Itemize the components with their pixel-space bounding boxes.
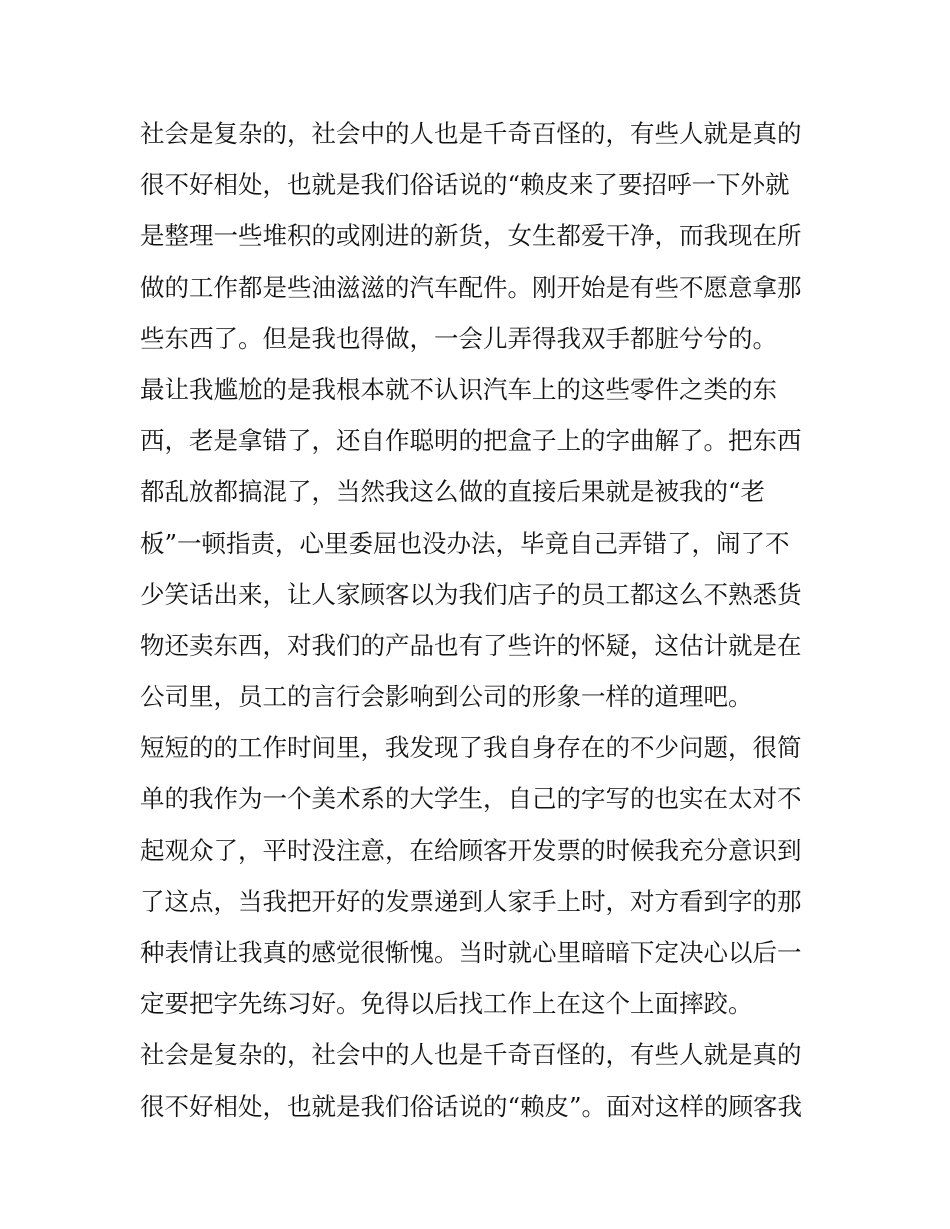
body-text <box>140 108 820 1132</box>
text-line-13: 短短的的工作时间里，我发现了我自身存在的不少问题，很简 <box>140 733 802 763</box>
text-line-1: 社会是复杂的，社会中的人也是千奇百怪的，有些人就是真的 <box>140 119 802 148</box>
text-line-17: 种表情让我真的感觉很惭愧。当时就心里暗暗下定决心以后一 <box>140 938 802 967</box>
text-line-5: 些东西了。但是我也得做，一会儿弄得我双手都脏兮兮的。 <box>140 323 777 353</box>
text-line-19: 社会是复杂的，社会中的人也是千奇百怪的，有些人就是真的 <box>140 1040 802 1070</box>
text-line-12: 公司里，员工的言行会影响到公司的形象一样的道理吧。 <box>140 682 753 712</box>
text-line-2: 很不好相处，也就是我们俗话说的“赖皮来了要招呼一下外就 <box>140 170 790 200</box>
text-line-18: 定要把字先练习好。免得以后找工作上在这个上面摔跤。 <box>140 989 753 1019</box>
text-line-11: 物还卖东西，对我们的产品也有了些许的怀疑，这估计就是在 <box>140 630 802 660</box>
text-line-4: 做的工作都是些油滋滋的汽车配件。刚开始是有些不愿意拿那 <box>140 272 802 302</box>
text-line-7: 西，老是拿错了，还自作聪明的把盒子上的字曲解了。把东西 <box>140 426 802 456</box>
text-line-20: 很不好相处，也就是我们俗话说的“赖皮”。面对这样的顾客我 <box>140 1091 803 1121</box>
text-line-9: 板”一顿指责，心里委屈也没办法，毕竟自己弄错了，闹了不 <box>140 528 790 558</box>
text-line-14: 单的我作为一个美术系的大学生，自己的字写的也实在太对不 <box>140 784 802 814</box>
text-line-8: 都乱放都搞混了，当然我这么做的直接后果就是被我的“老 <box>140 477 766 507</box>
text-line-6: 最让我尴尬的是我根本就不认识汽车上的这些零件之类的东 <box>140 374 777 404</box>
text-line-16: 了这点，当我把开好的发票递到人家手上时，对方看到字的那 <box>140 886 802 916</box>
text-line-10: 少笑话出来，让人家顾客以为我们店子的员工都这么不熟悉货 <box>140 579 802 609</box>
text-line-15: 起观众了，平时没注意，在给顾客开发票的时候我充分意识到 <box>140 835 802 865</box>
text-line-3: 是整理一些堆积的或刚进的新货，女生都爱干净，而我现在所 <box>140 221 802 251</box>
